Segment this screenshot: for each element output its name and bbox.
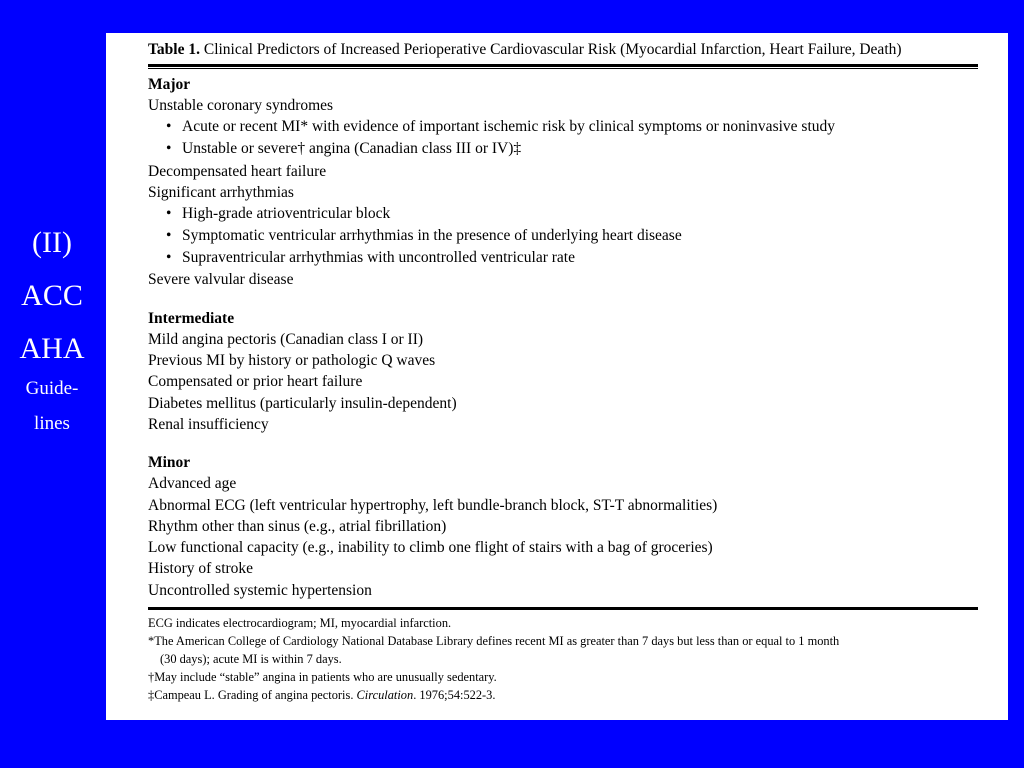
rule-top-thick: [148, 64, 978, 67]
bullet-icon: •: [166, 249, 172, 267]
row-major-1: [148, 116, 994, 138]
row-minor-1: Abnormal ECG (left ventricular hypertrophy, left bundle-branch block, ST-T abnormalities): [148, 496, 718, 514]
sidebar-line-roman: (II): [32, 226, 72, 259]
row-intermediate-3: Diabetes mellitus (particularly insulin-dependent): [148, 394, 457, 412]
row-intermediate-4: Renal insufficiency: [148, 415, 269, 433]
row-major-2-text: Unstable or severe† angina (Canadian class III or IV)‡: [182, 140, 522, 158]
row-major-1-text: Acute or recent MI* with evidence of important ischemic risk by clinical symptoms or noninvasive study: [182, 118, 835, 136]
row-major-2: [148, 138, 994, 160]
bullet-icon: •: [166, 118, 172, 136]
sidebar-line-acc: ACC: [21, 278, 83, 312]
bullet-icon: •: [166, 205, 172, 223]
table-caption-text: Clinical Predictors of Increased Perioperative Cardiovascular Risk (Myocardial Infarction, Heart Failure, Death): [203, 41, 902, 58]
row-minor-0: Advanced age: [148, 475, 237, 493]
row-major-4: Significant arrhythmias: [148, 183, 294, 201]
footnote-double-dagger-pre: ‡Campeau L. Grading of angina pectoris.: [148, 688, 357, 703]
row-major-6: [148, 225, 994, 247]
footnote-abbreviations: ECG indicates electrocardiogram; MI, myocardial infarction.: [148, 615, 452, 630]
row-minor-2: Rhythm other than sinus (e.g., atrial fibrillation): [148, 517, 447, 535]
footnote-star-line2: (30 days); acute MI is within 7 days.: [160, 651, 342, 666]
row-minor-4: History of stroke: [148, 560, 254, 578]
row-intermediate-2: Compensated or prior heart failure: [148, 373, 363, 391]
section-heading-major: Major: [148, 75, 191, 93]
row-major-7-text: Supraventricular arrhythmias with uncontrolled ventricular rate: [182, 249, 575, 267]
row-major-5-text: High-grade atrioventricular block: [182, 205, 391, 223]
table-card: [106, 33, 1008, 720]
row-major-0: Unstable coronary syndromes: [148, 97, 334, 114]
sidebar-line-aha: AHA: [19, 332, 85, 366]
row-minor-3: Low functional capacity (e.g., inability to climb one flight of stairs with a bag of groceries): [148, 539, 713, 557]
table-caption: [148, 40, 978, 61]
bullet-icon: •: [166, 227, 172, 245]
section-heading-intermediate: Intermediate: [148, 309, 235, 327]
row-intermediate-1: Previous MI by history or pathologic Q waves: [148, 352, 436, 370]
sidebar-line-guide: Guide-: [25, 377, 79, 399]
footnote-double-dagger-post: . 1976;54:522-3.: [413, 688, 496, 703]
row-intermediate-0: Mild angina pectoris (Canadian class I or II): [148, 330, 424, 348]
footnote-star-line1: *The American College of Cardiology National Database Library defines recent MI as greater than 7 days but less than or equal to 1 month: [148, 633, 840, 648]
sidebar-line-lines: lines: [34, 413, 70, 435]
row-major-8: Severe valvular disease: [148, 271, 294, 289]
section-heading-minor: Minor: [148, 454, 191, 472]
row-major-7: [148, 247, 994, 269]
table-content: [148, 40, 994, 704]
rule-bottom-thick: [148, 607, 978, 610]
footnote-double-dagger: [148, 686, 994, 704]
row-major-5: [148, 203, 994, 225]
row-minor-5: Uncontrolled systemic hypertension: [148, 581, 372, 599]
sidebar-label-stack: [0, 228, 104, 434]
table-label: Table 1.: [148, 41, 200, 58]
row-major-3: Decompensated heart failure: [148, 162, 327, 180]
footnote-dagger: †May include “stable” angina in patients who are unusually sedentary.: [148, 670, 497, 685]
bullet-icon: •: [166, 140, 172, 158]
footnote-journal-name: Circulation: [356, 688, 414, 703]
row-major-6-text: Symptomatic ventricular arrhythmias in the presence of underlying heart disease: [182, 227, 682, 245]
